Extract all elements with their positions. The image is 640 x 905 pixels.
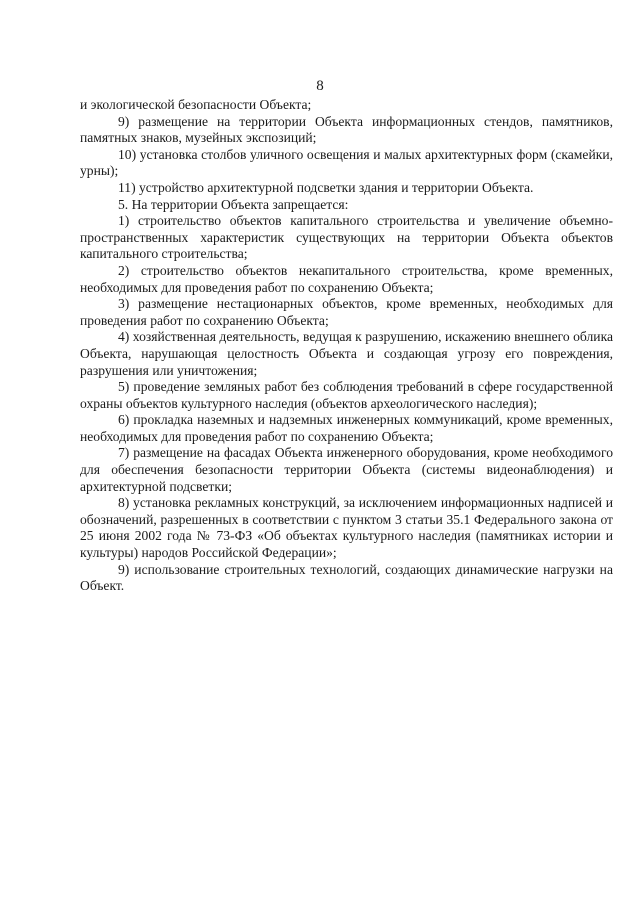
paragraph-item-11-allowed: 11) устройство архитектурной подсветки здания и территории Объекта. [118,179,534,195]
paragraph-item-9-allowed: 9) размещение на территории Объекта информационных стендов, памятников, памятных знаков, музейных экспозиций; [80,113,613,146]
paragraph-continuation: и экологической безопасности Объекта; [80,97,312,112]
paragraph-item-7-prohibited: 7) размещение на фасадах Объекта инженерного оборудования, кроме необходимого для обеспечения безопасности территории Объекта (системы видеонаблюдения) и архитектурной подсветки; [80,445,613,494]
section-heading-prohibited: 5. На территории Объекта запрещается: [118,196,349,212]
paragraph-item-9-prohibited: 9) использование строительных технологий, создающих динамические нагрузки на Объект. [80,561,613,594]
paragraph-item-6-prohibited: 6) прокладка наземных и надземных инженерных коммуникаций, кроме временных, необходимых для проведения работ по сохранению Объекта; [80,412,613,444]
paragraph-item-8-prohibited: 8) установка рекламных конструкций, за исключением информационных надписей и обозначений, разрешенных в соответствии с пунктом 3 статьи 35.1 Федерального закона от 25 июня 2002 года № 73-ФЗ «Об объектах культурного наследия (памятниках истории и культуры) народов Российской Федерации»; [80,495,613,561]
page-number: 8 [316,78,324,94]
paragraph-item-4-prohibited: 4) хозяйственная деятельность, ведущая к разрушению, искажению внешнего облика Объекта, нарушающая целостность Объекта и создающая угрозу его повреждения, разрушения или уничтожения; [80,329,613,378]
paragraph-item-1-prohibited: 1) строительство объектов капитального строительства и увеличение объемно-пространственных характеристик существующих на территории Объекта объектов капитального строительства; [80,213,613,262]
paragraph-item-5-prohibited: 5) проведение земляных работ без соблюдения требований в сфере государственной охраны объектов культурного наследия (объектов археологического наследия); [80,379,613,411]
paragraph-item-3-prohibited: 3) размещение нестационарных объектов, кроме временных, необходимых для проведения работ по сохранению Объекта; [80,296,613,328]
document-body [80,97,613,595]
paragraph-item-10-allowed: 10) установка столбов уличного освещения и малых архитектурных форм (скамейки, урны); [80,146,613,179]
paragraph-item-2-prohibited: 2) строительство объектов некапитального строительства, кроме временных, необходимых для проведения работ по сохранению Объекта; [80,262,613,295]
